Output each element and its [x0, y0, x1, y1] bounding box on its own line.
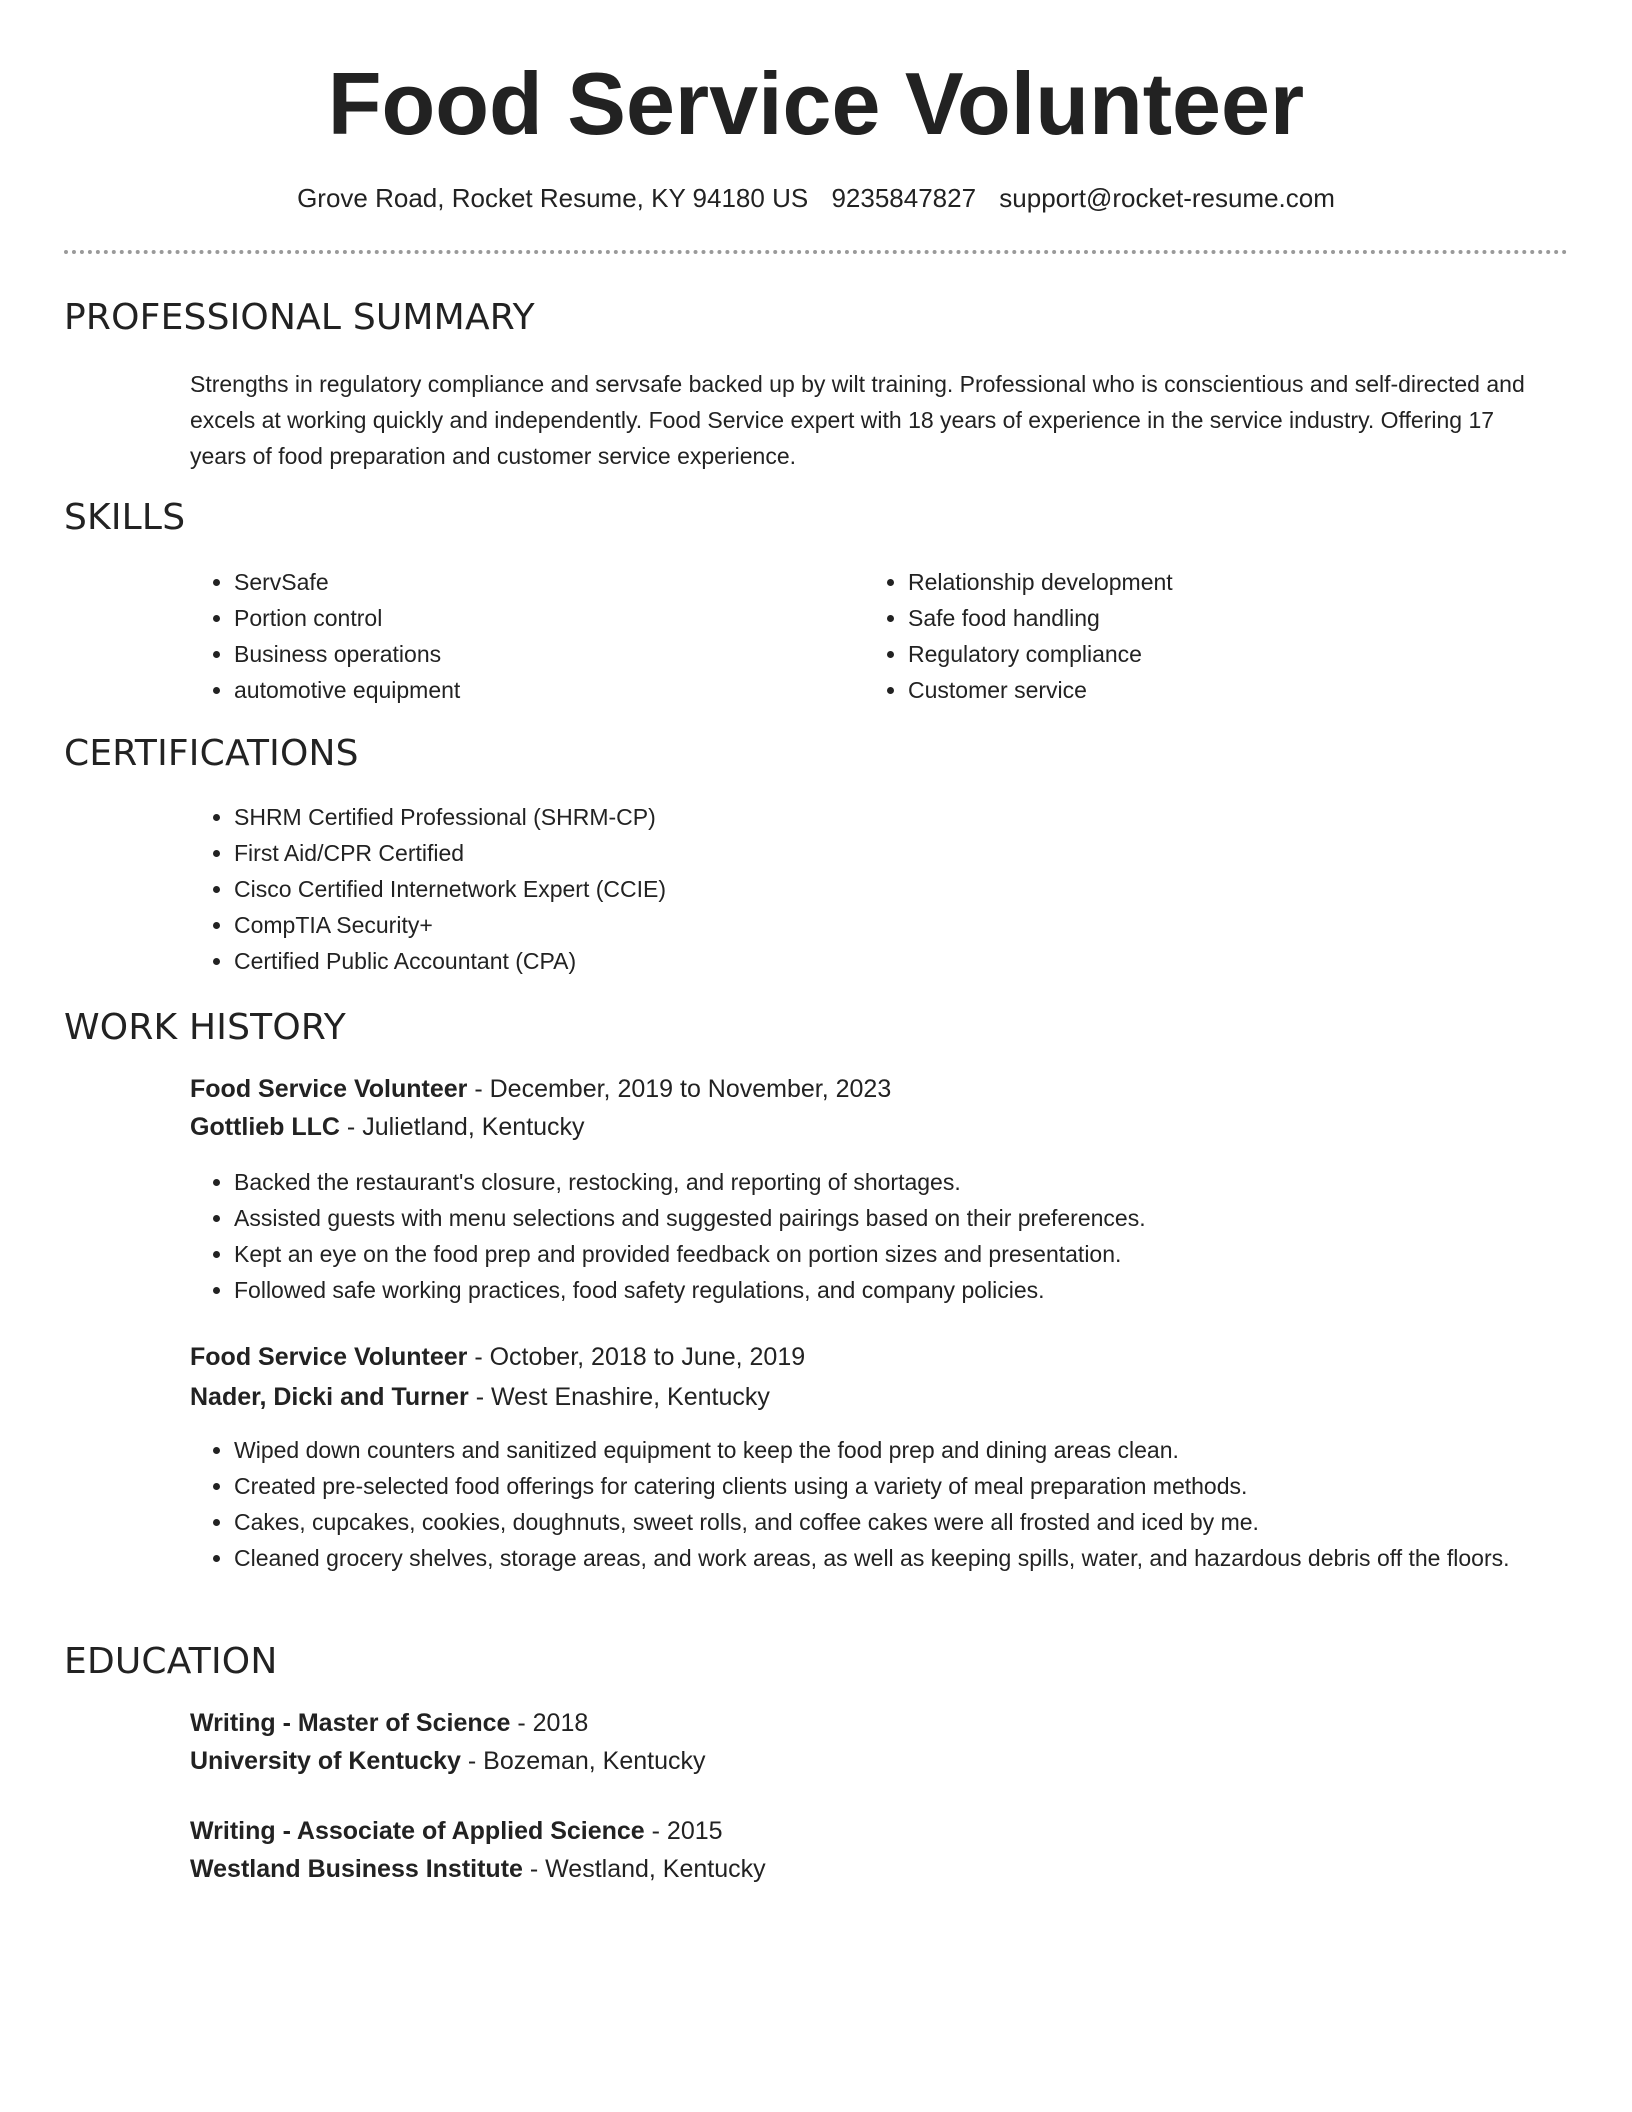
contact-email[interactable]: support@rocket-resume.com: [999, 183, 1335, 213]
certification-item: • First Aid/CPR Certified: [234, 835, 1534, 871]
education-location: - Westland, Kentucky: [522, 1855, 766, 1883]
job-duty: • Wiped down counters and sanitized equipment to keep the food prep and dining areas clean.: [234, 1432, 1574, 1468]
job-duties-list: [190, 1432, 1574, 1576]
job-company-line: [190, 1110, 585, 1144]
education-school-line: [190, 1852, 766, 1886]
education-degree-line: [190, 1814, 723, 1848]
job-dates: - December, 2019 to November, 2023: [467, 1075, 892, 1103]
job-location: - Julietland, Kentucky: [339, 1113, 585, 1141]
skill-item: • Business operations: [234, 636, 854, 672]
skill-item: • Customer service: [908, 672, 1528, 708]
job-company-line: [190, 1380, 770, 1414]
skill-item: • Relationship development: [908, 564, 1528, 600]
job-title-line: [190, 1072, 891, 1106]
job-duty: • Backed the restaurant's closure, restocking, and reporting of shortages.: [234, 1164, 1574, 1200]
job-duty: • Kept an eye on the food prep and provided feedback on portion sizes and presentation.: [234, 1236, 1574, 1272]
section-title-certifications: CERTIFICATIONS: [64, 733, 359, 774]
job-location: - West Enashire, Kentucky: [468, 1383, 770, 1411]
candidate-name: Food Service Volunteer: [327, 54, 1305, 153]
job-duty: • Created pre-selected food offerings for catering clients using a variety of meal preparation methods.: [234, 1468, 1574, 1504]
section-title-work: WORK HISTORY: [64, 1007, 346, 1048]
job-duty: • Followed safe working practices, food safety regulations, and company policies.: [234, 1272, 1574, 1308]
job-title: Food Service Volunteer: [190, 1075, 468, 1103]
education-degree-line: [190, 1706, 588, 1740]
section-title-skills: SKILLS: [64, 497, 186, 538]
certifications-list: [190, 799, 1534, 979]
education-year: - 2018: [510, 1709, 589, 1737]
job-duties-list: [190, 1164, 1574, 1308]
education-degree: Writing - Associate of Applied Science: [190, 1817, 645, 1845]
skills-list-left: [190, 564, 854, 708]
job-duty: • Assisted guests with menu selections and suggested pairings based on their preferences.: [234, 1200, 1574, 1236]
header-divider: [64, 250, 1568, 254]
job-title: Food Service Volunteer: [190, 1343, 468, 1371]
skill-item: • Safe food handling: [908, 600, 1528, 636]
skills-list-right: [864, 564, 1528, 708]
skill-item: • automotive equipment: [234, 672, 854, 708]
job-title-line: [190, 1340, 805, 1374]
education-year: - 2015: [644, 1817, 723, 1845]
certification-item: • SHRM Certified Professional (SHRM-CP): [234, 799, 1534, 835]
education-degree: Writing - Master of Science: [190, 1709, 511, 1737]
section-title-summary: PROFESSIONAL SUMMARY: [64, 297, 535, 338]
contact-line: [0, 180, 1632, 216]
job-dates: - October, 2018 to June, 2019: [467, 1343, 806, 1371]
skill-item: • Portion control: [234, 600, 854, 636]
section-title-education: EDUCATION: [64, 1641, 278, 1682]
job-company: Gottlieb LLC: [190, 1113, 340, 1141]
summary-text: Strengths in regulatory compliance and servsafe backed up by wilt training. Professional who is conscientious and self-directed and excels at working quickly and independently. Food Service expert with 18 years of experience in the service industry. Offering 17 years of food preparation and customer service experience.: [190, 371, 1525, 469]
job-duty: • Cleaned grocery shelves, storage areas, and work areas, as well as keeping spills, water, and hazardous debris off the floors.: [234, 1540, 1574, 1576]
skill-item: • ServSafe: [234, 564, 854, 600]
job-company: Nader, Dicki and Turner: [190, 1383, 469, 1411]
contact-phone: 9235847827: [831, 183, 977, 213]
education-school-line: [190, 1744, 705, 1778]
certification-item: • CompTIA Security+: [234, 907, 1534, 943]
certification-item: • Certified Public Accountant (CPA): [234, 943, 1534, 979]
certification-item: • Cisco Certified Internetwork Expert (CCIE): [234, 871, 1534, 907]
education-location: - Bozeman, Kentucky: [460, 1747, 706, 1775]
contact-address: Grove Road, Rocket Resume, KY 94180 US: [297, 183, 809, 213]
skill-item: • Regulatory compliance: [908, 636, 1528, 672]
education-school: University of Kentucky: [190, 1747, 461, 1775]
job-duty: • Cakes, cupcakes, cookies, doughnuts, sweet rolls, and coffee cakes were all frosted and iced by me.: [234, 1504, 1574, 1540]
education-school: Westland Business Institute: [190, 1855, 523, 1883]
